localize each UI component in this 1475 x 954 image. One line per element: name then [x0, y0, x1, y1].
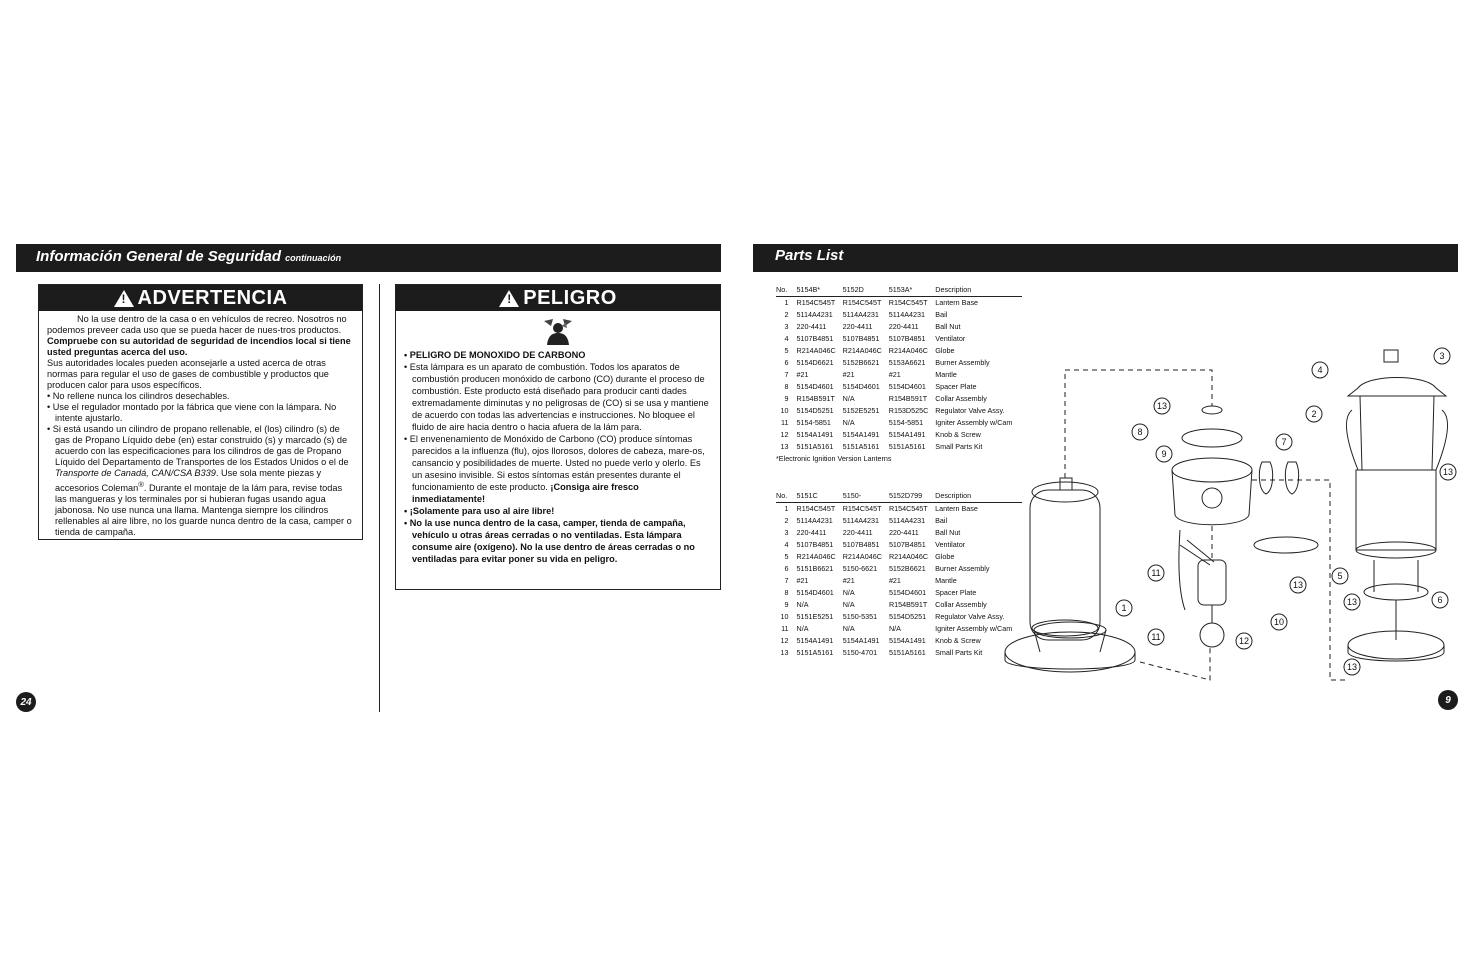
table-cell: 5151B6621 — [796, 564, 834, 573]
warning-bullet-1: • No rellene nunca los cilindros desechables. — [47, 391, 354, 402]
table-cell: 10 — [780, 612, 789, 621]
svg-text:2: 2 — [1311, 409, 1317, 419]
table-cell: Igniter Assembly w/Cam — [935, 624, 1013, 633]
table-header-row — [776, 284, 1022, 297]
table-cell: #21 — [842, 576, 855, 585]
table-cell: 5154D6621 — [796, 358, 834, 367]
column-header: 5153A* — [889, 284, 936, 297]
table-cell: 220-4411 — [888, 322, 919, 331]
table-cell: 5154D5251 — [796, 406, 834, 415]
table-cell: Spacer Plate — [935, 382, 977, 391]
table-cell: #21 — [796, 576, 809, 585]
table-cell: 5114A4231 — [888, 516, 926, 525]
table-cell: R214A046C — [796, 346, 836, 355]
table-cell: 13 — [780, 442, 789, 451]
table-cell: Regulator Valve Assy. — [935, 612, 1005, 621]
table-cell: N/A — [888, 624, 901, 633]
danger-bullet-1: • PELIGRO DE MONOXIDO DE CARBONO — [404, 349, 712, 361]
table-cell: R154C545T — [842, 298, 882, 307]
page-number-left: 24 — [16, 692, 36, 712]
table-row — [776, 429, 1022, 441]
table-row — [776, 503, 1022, 516]
table-cell: 5107B4851 — [842, 540, 880, 549]
table-row — [776, 599, 1022, 611]
table-cell: R154C545T — [888, 504, 928, 513]
table-header-row — [776, 490, 1022, 503]
table-cell: 5 — [784, 552, 789, 561]
burner-plate-drawing — [1254, 537, 1318, 553]
table-cell: N/A — [842, 418, 855, 427]
table-cell: 5151A5161 — [888, 648, 926, 657]
table-cell: 5107B4851 — [796, 334, 834, 343]
table-cell: 1 — [784, 298, 789, 307]
table-row — [776, 393, 1022, 405]
table-cell: N/A — [796, 624, 809, 633]
table-cell: 1 — [784, 504, 789, 513]
advertencia-heading: ! ADVERTENCIA — [39, 285, 362, 311]
table-cell: 2 — [784, 310, 789, 319]
column-header: 5154B* — [797, 284, 843, 297]
table-cell: Regulator Valve Assy. — [935, 406, 1005, 415]
table-cell: 5114A4231 — [796, 310, 833, 319]
parts-table-2 — [776, 490, 1022, 659]
table-cell: Burner Assembly — [935, 358, 990, 367]
callout-13 — [1344, 659, 1360, 675]
mantles-drawing — [1259, 462, 1298, 494]
warning-paragraph-3: Sus autoridades locales pueden aconsejarle a usted acerca de otras normas para regular el uso de gases de combustible y productos que producen calor para usos específicos. — [47, 358, 329, 390]
column-header: 5152D — [843, 284, 889, 297]
callout-10 — [1271, 614, 1287, 630]
table-cell: 6 — [784, 358, 789, 367]
svg-text:3: 3 — [1439, 351, 1445, 361]
table-row — [776, 515, 1022, 527]
danger-triangle-icon: ! — [499, 290, 519, 307]
svg-text:1: 1 — [1121, 603, 1127, 613]
table-cell: 5151E5251 — [796, 612, 834, 621]
svg-text:13: 13 — [1346, 662, 1358, 672]
propane-cylinder-drawing — [1030, 478, 1100, 640]
table-cell: #21 — [888, 576, 901, 585]
table-cell: Collar Assembly — [935, 394, 987, 403]
column-header: 5150- — [843, 490, 889, 503]
svg-text:13: 13 — [1156, 401, 1168, 411]
advertencia-text — [39, 311, 362, 538]
column-header: 5152D799 — [889, 490, 935, 503]
advertencia-box — [38, 284, 363, 540]
spacer-plate-drawing — [1182, 429, 1242, 447]
table-row — [776, 381, 1022, 393]
section-subtitle: continuación — [285, 253, 342, 263]
collar-assembly-drawing — [1172, 458, 1252, 525]
table-row — [776, 405, 1022, 417]
table-cell: Ventilator — [935, 540, 966, 549]
table-row — [776, 575, 1022, 587]
svg-text:13: 13 — [1346, 597, 1358, 607]
warning-bullet-3: • Si está usando un cilindro de propano rellenable, el (los) cilindro (s) de gas de Propano Líquido debe (en) estar construido (s) y marcado (s) de acuerdo con las especificaciones para los cilindros de gas de Propano Líquido del Departamento de Transportes de los Estados Unidos o el de Transporte de Canadá, CAN/CSA B339. Use sola mente piezas y accesorios Coleman®. Durante el montaje de la lám para, revise todas las mangueras y los terminales por si hubieran fugas usando agua jabonosa. No use nunca una llama. Mantenga siempre los cilindros rellenables al aire libre, no los guarde nunca dentro de la casa, camper o tienda de campaña. — [47, 424, 354, 538]
table-row — [776, 441, 1022, 453]
table-cell: Collar Assembly — [935, 600, 987, 609]
table-cell: Lantern Base — [935, 298, 979, 307]
table-row — [776, 417, 1022, 429]
table-cell: 5152B6621 — [888, 564, 926, 573]
regulator-valve-drawing — [1180, 540, 1226, 647]
table-row — [776, 309, 1022, 321]
peligro-heading: ! PELIGRO — [396, 285, 720, 311]
svg-text:13: 13 — [1442, 467, 1454, 477]
svg-text:11: 11 — [1151, 632, 1161, 642]
table-row — [776, 333, 1022, 345]
warning-bullet-2: • Use el regulador montado por la fábrica que viene con la lámpara. No intente ajustarlo. — [47, 402, 354, 424]
table-cell: N/A — [796, 600, 809, 609]
table-cell: 7 — [784, 370, 789, 379]
table-row — [776, 611, 1022, 623]
svg-text:10: 10 — [1273, 617, 1285, 627]
carbon-monoxide-person-icon — [541, 317, 575, 347]
callout-12 — [1236, 633, 1252, 649]
table-cell: Mantle — [935, 576, 957, 585]
table-cell: R214A046C — [842, 346, 882, 355]
warning-paragraph-1: No la use dentro de la casa o en vehículos de recreo. Nosotros no podemos preveer cada uso que se pueda hacer de nues-tros productos. — [47, 314, 347, 335]
callout-6 — [1432, 592, 1448, 608]
table-cell: 5154A1491 — [842, 636, 880, 645]
table-cell: Ventilator — [935, 334, 966, 343]
table-cell: 5154D4601 — [888, 588, 927, 597]
table-cell: Ball Nut — [935, 322, 961, 331]
table-cell: 9 — [784, 600, 789, 609]
table-cell: 5154D4601 — [796, 382, 834, 391]
table-cell: Ball Nut — [935, 528, 961, 537]
callout-1 — [1116, 600, 1132, 616]
table-cell: 5 — [784, 346, 789, 355]
table-cell: 220-4411 — [842, 322, 873, 331]
table-cell: N/A — [842, 588, 855, 597]
table-cell: R154C545T — [796, 298, 836, 307]
table-cell: 5154A1491 — [888, 636, 926, 645]
section-header-parts-list — [753, 244, 1458, 272]
column-header: Description — [935, 490, 1022, 503]
table-cell: 3 — [784, 528, 789, 537]
table-cell: 5154A1491 — [796, 430, 834, 439]
table-cell: R154B591T — [888, 600, 928, 609]
table-row — [776, 623, 1022, 635]
table-cell: R154B591T — [888, 394, 928, 403]
danger-bullets — [404, 349, 712, 565]
table-cell: Knob & Screw — [935, 636, 981, 645]
column-header: Description — [935, 284, 1022, 297]
table-cell: R214A046C — [888, 552, 929, 561]
table-row — [776, 539, 1022, 551]
peligro-text — [396, 347, 720, 565]
table-cell: N/A — [842, 600, 855, 609]
callout-5 — [1332, 568, 1348, 584]
section-header-seguridad — [16, 244, 721, 272]
page-column-divider — [379, 284, 380, 712]
table-cell: 4 — [784, 334, 789, 343]
table-cell: Spacer Plate — [935, 588, 977, 597]
table-cell: 5154D4601 — [842, 382, 880, 391]
table-cell: 5107B4851 — [842, 334, 880, 343]
table-cell: Bail — [935, 310, 948, 319]
table-cell: Burner Assembly — [935, 564, 990, 573]
table-row — [776, 527, 1022, 539]
svg-text:6: 6 — [1437, 595, 1443, 605]
callout-13 — [1154, 398, 1170, 414]
callout-11 — [1148, 565, 1164, 581]
table-cell: R214A046C — [842, 552, 882, 561]
table-cell: 5114A4231 — [842, 310, 879, 319]
danger-bullet-2: • Esta lámpara es un aparato de combustión. Todos los aparatos de combustión producen monóxido de carbono (CO) durante el proceso de combustión. Este producto está diseñado para producir canti dades extremadamente diminutas y no peligrosas de (CO) si se usa y mantiene de acuerdo con todas las advertencias e instrucciones. No bloquee el fluido de aire hacia dentro o hacia afuera de la lám para. — [404, 361, 712, 433]
table-cell: R154B591T — [796, 394, 835, 403]
table-cell: 11 — [781, 624, 789, 633]
table-cell: 5151A5161 — [796, 648, 834, 657]
svg-text:8: 8 — [1137, 427, 1143, 437]
warning-bullets — [47, 391, 354, 538]
table-cell: 5154D4601 — [796, 588, 834, 597]
table-cell: 10 — [780, 406, 789, 415]
table-cell: 9 — [784, 394, 789, 403]
parts-table-1 — [776, 284, 1022, 453]
table-cell: 5114A4231 — [796, 516, 833, 525]
svg-text:12: 12 — [1238, 636, 1250, 646]
table-cell: N/A — [842, 394, 855, 403]
igniter-wire-drawing — [1179, 530, 1185, 610]
table-cell: 7 — [784, 576, 789, 585]
table-cell: 220-4411 — [888, 528, 919, 537]
table-cell: 5151A5161 — [796, 442, 834, 451]
svg-text:7: 7 — [1281, 437, 1287, 447]
table-row — [776, 297, 1022, 310]
table-cell: 220-4411 — [796, 528, 827, 537]
danger-bullet-5: • No la use nunca dentro de la casa, camper, tienda de campaña, vehículo u otras áreas cerradas o no ventiladas. Esta lámpara consume aire (oxígeno). No la use dentro de áreas cerradas o no ventiladas para evitar poner su vida en peligro. — [404, 517, 712, 565]
table-cell: 5150-4701 — [842, 648, 878, 657]
table-cell: 2 — [784, 516, 789, 525]
table-cell: 5153A6621 — [888, 358, 926, 367]
table-cell: 220-4411 — [842, 528, 873, 537]
column-header: 5151C — [797, 490, 843, 503]
callout-9 — [1156, 446, 1172, 462]
table-cell: 5107B4851 — [888, 334, 926, 343]
table-cell: 220-4411 — [796, 322, 827, 331]
table-cell: R214A046C — [796, 552, 836, 561]
table-cell: 8 — [784, 382, 789, 391]
table-cell: N/A — [842, 624, 855, 633]
table-cell: 5154A1491 — [796, 636, 834, 645]
table-cell: 3 — [784, 322, 789, 331]
svg-text:11: 11 — [1151, 568, 1161, 578]
svg-text:4: 4 — [1317, 365, 1323, 375]
table-cell: 5154D5251 — [888, 612, 927, 621]
table-cell: Igniter Assembly w/Cam — [935, 418, 1013, 427]
table-cell: 13 — [780, 648, 789, 657]
parts-list-title: Parts List — [775, 247, 844, 264]
svg-text:13: 13 — [1292, 580, 1304, 590]
table-cell: Globe — [935, 346, 955, 355]
callout-4 — [1312, 362, 1328, 378]
table-cell: 5152B6621 — [842, 358, 880, 367]
table-row — [776, 635, 1022, 647]
table-cell: 5154-5851 — [796, 418, 831, 427]
table-cell: R214A046C — [888, 346, 928, 355]
table-cell: 5152E5251 — [842, 406, 880, 415]
table-row — [776, 369, 1022, 381]
table-cell: 5150-6621 — [842, 564, 878, 573]
warning-triangle-icon: ! — [114, 290, 134, 307]
danger-bullet-4: • ¡Solamente para uso al aire libre! — [404, 505, 712, 517]
table-cell: Small Parts Kit — [935, 442, 983, 451]
table-row — [776, 321, 1022, 333]
callout-2 — [1306, 406, 1322, 422]
table-cell: 5151A5161 — [842, 442, 880, 451]
callout-3 — [1434, 348, 1450, 364]
table-cell: 5151A5161 — [888, 442, 926, 451]
table-row — [776, 587, 1022, 599]
table-cell: 5150-5351 — [842, 612, 878, 621]
table-cell: Globe — [935, 552, 955, 561]
table-row — [776, 563, 1022, 575]
table-cell: Lantern Base — [935, 504, 978, 513]
table-cell: #21 — [888, 370, 901, 379]
table-cell: R154C545T — [796, 504, 836, 513]
table-cell: 4 — [784, 540, 789, 549]
table-cell: 5154D4601 — [888, 382, 926, 391]
section-title: Información General de Seguridad continuación — [36, 248, 342, 265]
table-cell: 11 — [781, 418, 789, 427]
table-cell: 8 — [784, 588, 789, 597]
page-number-right: 9 — [1438, 690, 1458, 710]
table-row — [776, 551, 1022, 563]
table-cell: Bail — [935, 516, 948, 525]
table-row — [776, 647, 1022, 659]
callout-13 — [1290, 577, 1306, 593]
svg-text:5: 5 — [1337, 571, 1343, 581]
table-cell: R153D525C — [888, 406, 929, 415]
callout-8 — [1132, 424, 1148, 440]
table-cell: #21 — [796, 370, 809, 379]
column-header: No. — [776, 490, 797, 503]
lantern-base-drawing — [1005, 622, 1135, 672]
peligro-box — [395, 284, 721, 590]
callout-13 — [1440, 464, 1456, 480]
callout-7 — [1276, 434, 1292, 450]
table-cell: R154C545T — [842, 504, 882, 513]
danger-bullet-3: • El envenenamiento de Monóxido de Carbono (CO) produce síntomas parecidos a la influenza (flu), ojos llorosos, dolores de cabeza, mare-os, cansancio y posibilidades de muerte. Usted no puede verlo y olerlo. Es un asesino invisible. Si estos síntomas están presentes durante el funcionamiento de este producto. ¡Consiga aire fresco inmediatamente! — [404, 433, 712, 505]
table-row — [776, 345, 1022, 357]
table-cell: Knob & Screw — [935, 430, 981, 439]
table-row — [776, 357, 1022, 369]
table-cell: 5107B4851 — [796, 540, 834, 549]
washer-drawing — [1202, 406, 1222, 414]
column-header: No. — [776, 284, 797, 297]
warning-paragraph-2: Compruebe con su autoridad de seguridad de incendios local si tiene usted preguntas acerca del uso. — [47, 336, 351, 357]
table-cell: Small Parts Kit — [935, 648, 983, 657]
table-cell: Mantle — [935, 370, 957, 379]
callout-13 — [1344, 594, 1360, 610]
table-cell: 12 — [780, 636, 789, 645]
table-cell: 5154A1491 — [842, 430, 880, 439]
table-cell: 5154-5851 — [888, 418, 924, 427]
table-cell: 5114A4231 — [842, 516, 879, 525]
table-cell: #21 — [842, 370, 855, 379]
svg-text:9: 9 — [1161, 449, 1167, 459]
table-cell: 12 — [780, 430, 789, 439]
lantern-exploded-diagram — [1000, 330, 1465, 690]
table-cell: 6 — [784, 564, 789, 573]
table-cell: R154C545T — [888, 298, 928, 307]
table-cell: 5114A4231 — [888, 310, 925, 319]
parts-table-note: *Electronic Ignition Version Lanterns — [776, 454, 892, 463]
table-cell: 5107B4851 — [888, 540, 926, 549]
callout-11 — [1148, 629, 1164, 645]
table-cell: 5154A1491 — [888, 430, 926, 439]
assembled-lantern-drawing — [1346, 350, 1447, 661]
